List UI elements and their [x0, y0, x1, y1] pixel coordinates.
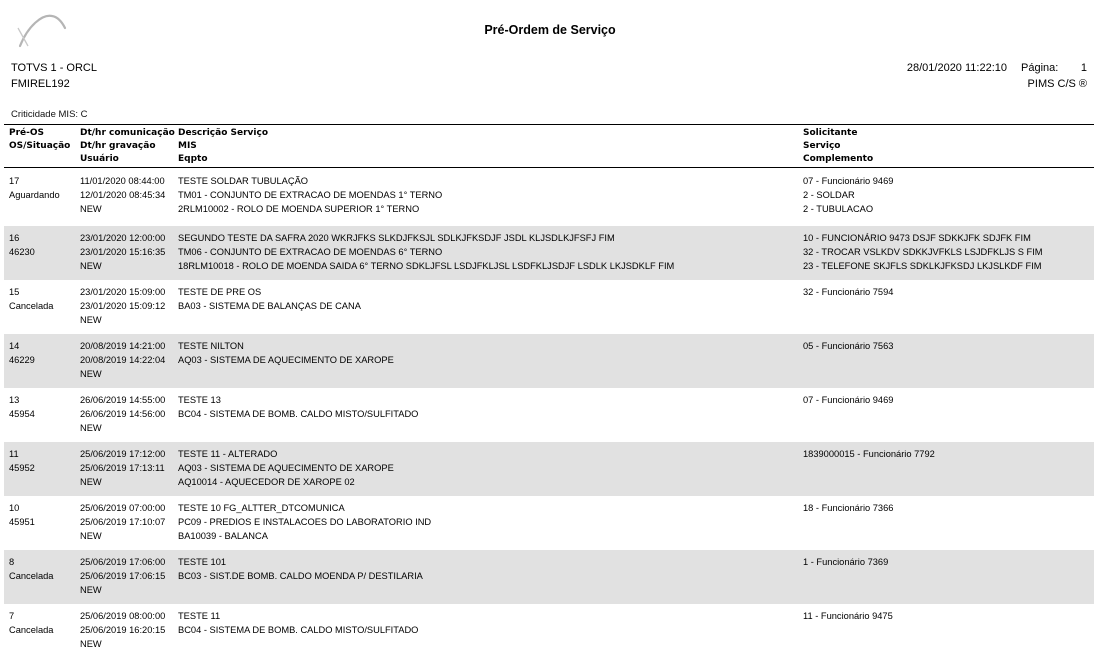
- cell-line: 11/01/2020 08:44:00: [80, 176, 165, 186]
- col-descricao: [178, 609, 418, 651]
- cell-line: 1 - Funcionário 7369: [803, 557, 889, 567]
- cell-line: 07 - Funcionário 9469: [803, 395, 894, 405]
- col-preos: [9, 231, 35, 259]
- cell-line: AQ10014 - AQUECEDOR DE XAROPE 02: [178, 477, 355, 487]
- col-descricao: [178, 339, 394, 381]
- cell-line: 17: [9, 176, 20, 186]
- cell-line: [803, 637, 893, 651]
- cell-line: 25/06/2019 16:20:15: [80, 625, 166, 635]
- cell-line: [178, 313, 361, 327]
- header-col-datas: Dt/hr comunicação Dt/hr gravação Usuário: [80, 128, 175, 164]
- cell-line: 26/06/2019 14:56:00: [80, 409, 166, 419]
- cell-line: TESTE 13: [178, 395, 221, 405]
- cell-line: 1839000015 - Funcionário 7792: [803, 449, 935, 459]
- col-preos: [9, 174, 60, 202]
- cell-line: [803, 421, 893, 435]
- col-preos: [9, 501, 35, 529]
- cell-line: 25/06/2019 07:00:00: [80, 503, 166, 513]
- col-descricao: [178, 555, 423, 597]
- col-solicitante: [803, 285, 893, 327]
- col-preos: [9, 285, 53, 313]
- col-solicitante: [803, 609, 893, 651]
- cell-line: NEW: [80, 369, 102, 379]
- cell-line: [178, 421, 418, 435]
- cell-line: 16: [9, 233, 20, 243]
- cell-line: 20/08/2019 14:21:00: [80, 341, 166, 351]
- cell-line: [803, 353, 893, 367]
- col-descricao: [178, 174, 442, 216]
- header-col-preos: Pré-OS OS/Situação: [9, 128, 71, 151]
- cell-line: BA10039 - BALANCA: [178, 531, 268, 541]
- col-solicitante: [803, 501, 893, 543]
- cell-line: 10: [9, 503, 20, 513]
- cell-line: 25/06/2019 17:12:00: [80, 449, 166, 459]
- cell-line: 25/06/2019 17:06:15: [80, 571, 166, 581]
- cell-line: 11: [9, 449, 19, 459]
- col-solicitante: [803, 393, 893, 435]
- cell-line: TESTE 101: [178, 557, 227, 567]
- cell-line: 25/06/2019 17:10:07: [80, 517, 166, 527]
- cell-line: 20/08/2019 14:22:04: [80, 355, 166, 365]
- cell-line: 12/01/2020 08:45:34: [80, 190, 166, 200]
- cell-line: 11 - Funcionário 9475: [803, 611, 893, 621]
- col-preos: [9, 609, 53, 637]
- table-row[interactable]: [4, 550, 1094, 604]
- cell-line: 23/01/2020 15:09:12: [80, 301, 166, 311]
- page-number: 1: [1080, 62, 1087, 74]
- cell-line: TESTE 11: [178, 611, 221, 621]
- table-row[interactable]: [4, 388, 1094, 442]
- col-descricao: [178, 393, 418, 435]
- cell-line: NEW: [80, 585, 102, 595]
- cell-line: 45951: [9, 517, 35, 527]
- cell-line: 23 - TELEFONE SKJFLS SDKLKJFKSDJ LKJSLKDF FIM: [803, 261, 1042, 271]
- col-descricao: [178, 501, 431, 543]
- system-name: TOTVS 1 - ORCL: [11, 62, 97, 74]
- report-title: Pré-Ordem de Serviço: [484, 23, 616, 37]
- cell-line: [803, 475, 935, 489]
- table-row[interactable]: [4, 226, 1094, 280]
- col-datas: [80, 174, 165, 216]
- cell-line: Aguardando: [9, 190, 60, 200]
- col-datas: [80, 609, 165, 651]
- col-datas: [80, 231, 165, 273]
- product-name: PIMS C/S ®: [1027, 78, 1087, 90]
- cell-line: NEW: [80, 639, 102, 649]
- col-solicitante: [803, 339, 893, 381]
- cell-line: 25/06/2019 17:06:00: [80, 557, 166, 567]
- page-label: Página:: [1021, 62, 1059, 74]
- col-solicitante: [803, 174, 893, 216]
- cell-line: [803, 299, 893, 313]
- cell-line: NEW: [80, 423, 102, 433]
- cell-line: 23/01/2020 15:16:35: [80, 247, 166, 257]
- cell-line: 45954: [9, 409, 35, 419]
- cell-line: 25/06/2019 17:13:11: [80, 463, 165, 473]
- cell-line: 10 - FUNCIONÁRIO 9473 DSJF SDKKJFK SDJFK FIM: [803, 233, 1031, 243]
- cell-line: [803, 367, 893, 381]
- table-row[interactable]: [4, 280, 1094, 334]
- cell-line: 23/01/2020 12:00:00: [80, 233, 166, 243]
- cell-line: BA03 - SISTEMA DE BALANÇAS DE CANA: [178, 301, 361, 311]
- program-code: FMIREL192: [11, 78, 70, 90]
- table-header: [4, 124, 1094, 168]
- cell-line: [178, 583, 423, 597]
- cell-line: PC09 - PREDIOS E INSTALACOES DO LABORATORIO IND: [178, 517, 432, 527]
- table-row[interactable]: [4, 334, 1094, 388]
- cell-line: 25/06/2019 08:00:00: [80, 611, 166, 621]
- col-descricao: [178, 285, 361, 327]
- cell-line: 7: [9, 611, 15, 621]
- cell-line: [803, 461, 935, 475]
- cell-line: 32 - Funcionário 7594: [803, 287, 894, 297]
- cell-line: TESTE DE PRE OS: [178, 287, 262, 297]
- cell-line: [178, 367, 394, 381]
- cell-line: 07 - Funcionário 9469: [803, 176, 894, 186]
- cell-line: NEW: [80, 204, 102, 214]
- cell-line: [803, 407, 893, 421]
- cell-line: NEW: [80, 315, 102, 325]
- header-col-descricao: Descrição Serviço MIS Eqpto: [178, 128, 269, 164]
- cell-line: [803, 623, 893, 637]
- cell-line: BC04 - SISTEMA DE BOMB. CALDO MISTO/SULFITADO: [178, 409, 419, 419]
- cell-line: NEW: [80, 261, 102, 271]
- col-datas: [80, 501, 165, 543]
- cell-line: TESTE SOLDAR TUBULAÇÃO: [178, 176, 309, 186]
- cell-line: SEGUNDO TESTE DA SAFRA 2020 WKRJFKS SLKDJFKSJL SDLKJFKSDJF JSDL KLJSDLKJFSFJ FIM: [178, 233, 615, 243]
- col-descricao: [178, 447, 394, 489]
- col-datas: [80, 393, 165, 435]
- filter-criticidade: Criticidade MIS: C: [11, 109, 88, 120]
- col-solicitante: [803, 447, 935, 489]
- col-datas: [80, 285, 165, 327]
- cell-line: BC03 - SIST.DE BOMB. CALDO MOENDA P/ DESTILARIA: [178, 571, 423, 581]
- cell-line: [803, 515, 893, 529]
- table-body: [4, 167, 1094, 658]
- col-preos: [9, 339, 35, 367]
- cell-line: 18RLM10018 - ROLO DE MOENDA SAIDA 6° TERNO SDKLJFSL LSDJFKLJSL LSDFKLJSDJF LSDLK LKJSDKLF FIM: [178, 261, 675, 271]
- cell-line: Cancelada: [9, 301, 54, 311]
- table-row[interactable]: [4, 496, 1094, 550]
- cell-line: AQ03 - SISTEMA DE AQUECIMENTO DE XAROPE: [178, 355, 394, 365]
- col-solicitante: [803, 231, 1043, 273]
- col-datas: [80, 339, 165, 381]
- report-meta: [907, 60, 1087, 92]
- cell-line: TM01 - CONJUNTO DE EXTRACAO DE MOENDAS 1° TERNO: [178, 190, 443, 200]
- cell-line: [803, 313, 893, 327]
- cell-line: Cancelada: [9, 625, 54, 635]
- cell-line: 18 - Funcionário 7366: [803, 503, 894, 513]
- cell-line: AQ03 - SISTEMA DE AQUECIMENTO DE XAROPE: [178, 463, 394, 473]
- cell-line: NEW: [80, 477, 102, 487]
- cell-line: 8: [9, 557, 15, 567]
- col-solicitante: [803, 555, 888, 597]
- cell-line: 23/01/2020 15:09:00: [80, 287, 166, 297]
- cell-line: 14: [9, 341, 20, 351]
- cell-line: TESTE NILTON: [178, 341, 244, 351]
- cell-line: 2 - SOLDAR: [803, 190, 855, 200]
- table-row[interactable]: [4, 167, 1094, 226]
- cell-line: [178, 637, 418, 651]
- cell-line: [803, 529, 893, 543]
- report-datetime: 28/01/2020 11:22:10: [906, 62, 1007, 74]
- col-datas: [80, 447, 165, 489]
- col-descricao: [178, 231, 674, 273]
- cell-line: Cancelada: [9, 571, 54, 581]
- cell-line: 32 - TROCAR VSLKDV SDKKJVFKLS LSJDFKLJS S FIM: [803, 247, 1043, 257]
- col-datas: [80, 555, 165, 597]
- cell-line: NEW: [80, 531, 102, 541]
- header-col-solicitante: Solicitante Serviço Complemento: [803, 128, 874, 164]
- cell-line: BC04 - SISTEMA DE BOMB. CALDO MISTO/SULFITADO: [178, 625, 419, 635]
- cell-line: TESTE 11 - ALTERADO: [178, 449, 278, 459]
- cell-line: TM06 - CONJUNTO DE EXTRACAO DE MOENDAS 6° TERNO: [178, 247, 443, 257]
- cell-line: 46229: [9, 355, 35, 365]
- cell-line: 15: [9, 287, 20, 297]
- cell-line: 2 - TUBULACAO: [803, 204, 874, 214]
- cell-line: [803, 569, 888, 583]
- cell-line: 26/06/2019 14:55:00: [80, 395, 166, 405]
- cell-line: 2RLM10002 - ROLO DE MOENDA SUPERIOR 1° TERNO: [178, 204, 420, 214]
- cell-line: TESTE 10 FG_ALTTER_DTCOMUNICA: [178, 503, 345, 513]
- table-row[interactable]: [4, 442, 1094, 496]
- cell-line: 46230: [9, 247, 35, 257]
- col-preos: [9, 447, 35, 475]
- cell-line: 13: [9, 395, 20, 405]
- cell-line: [803, 583, 888, 597]
- system-info: [11, 60, 97, 92]
- col-preos: [9, 555, 53, 583]
- col-preos: [9, 393, 35, 421]
- cell-line: 05 - Funcionário 7563: [803, 341, 894, 351]
- cell-line: 45952: [9, 463, 35, 473]
